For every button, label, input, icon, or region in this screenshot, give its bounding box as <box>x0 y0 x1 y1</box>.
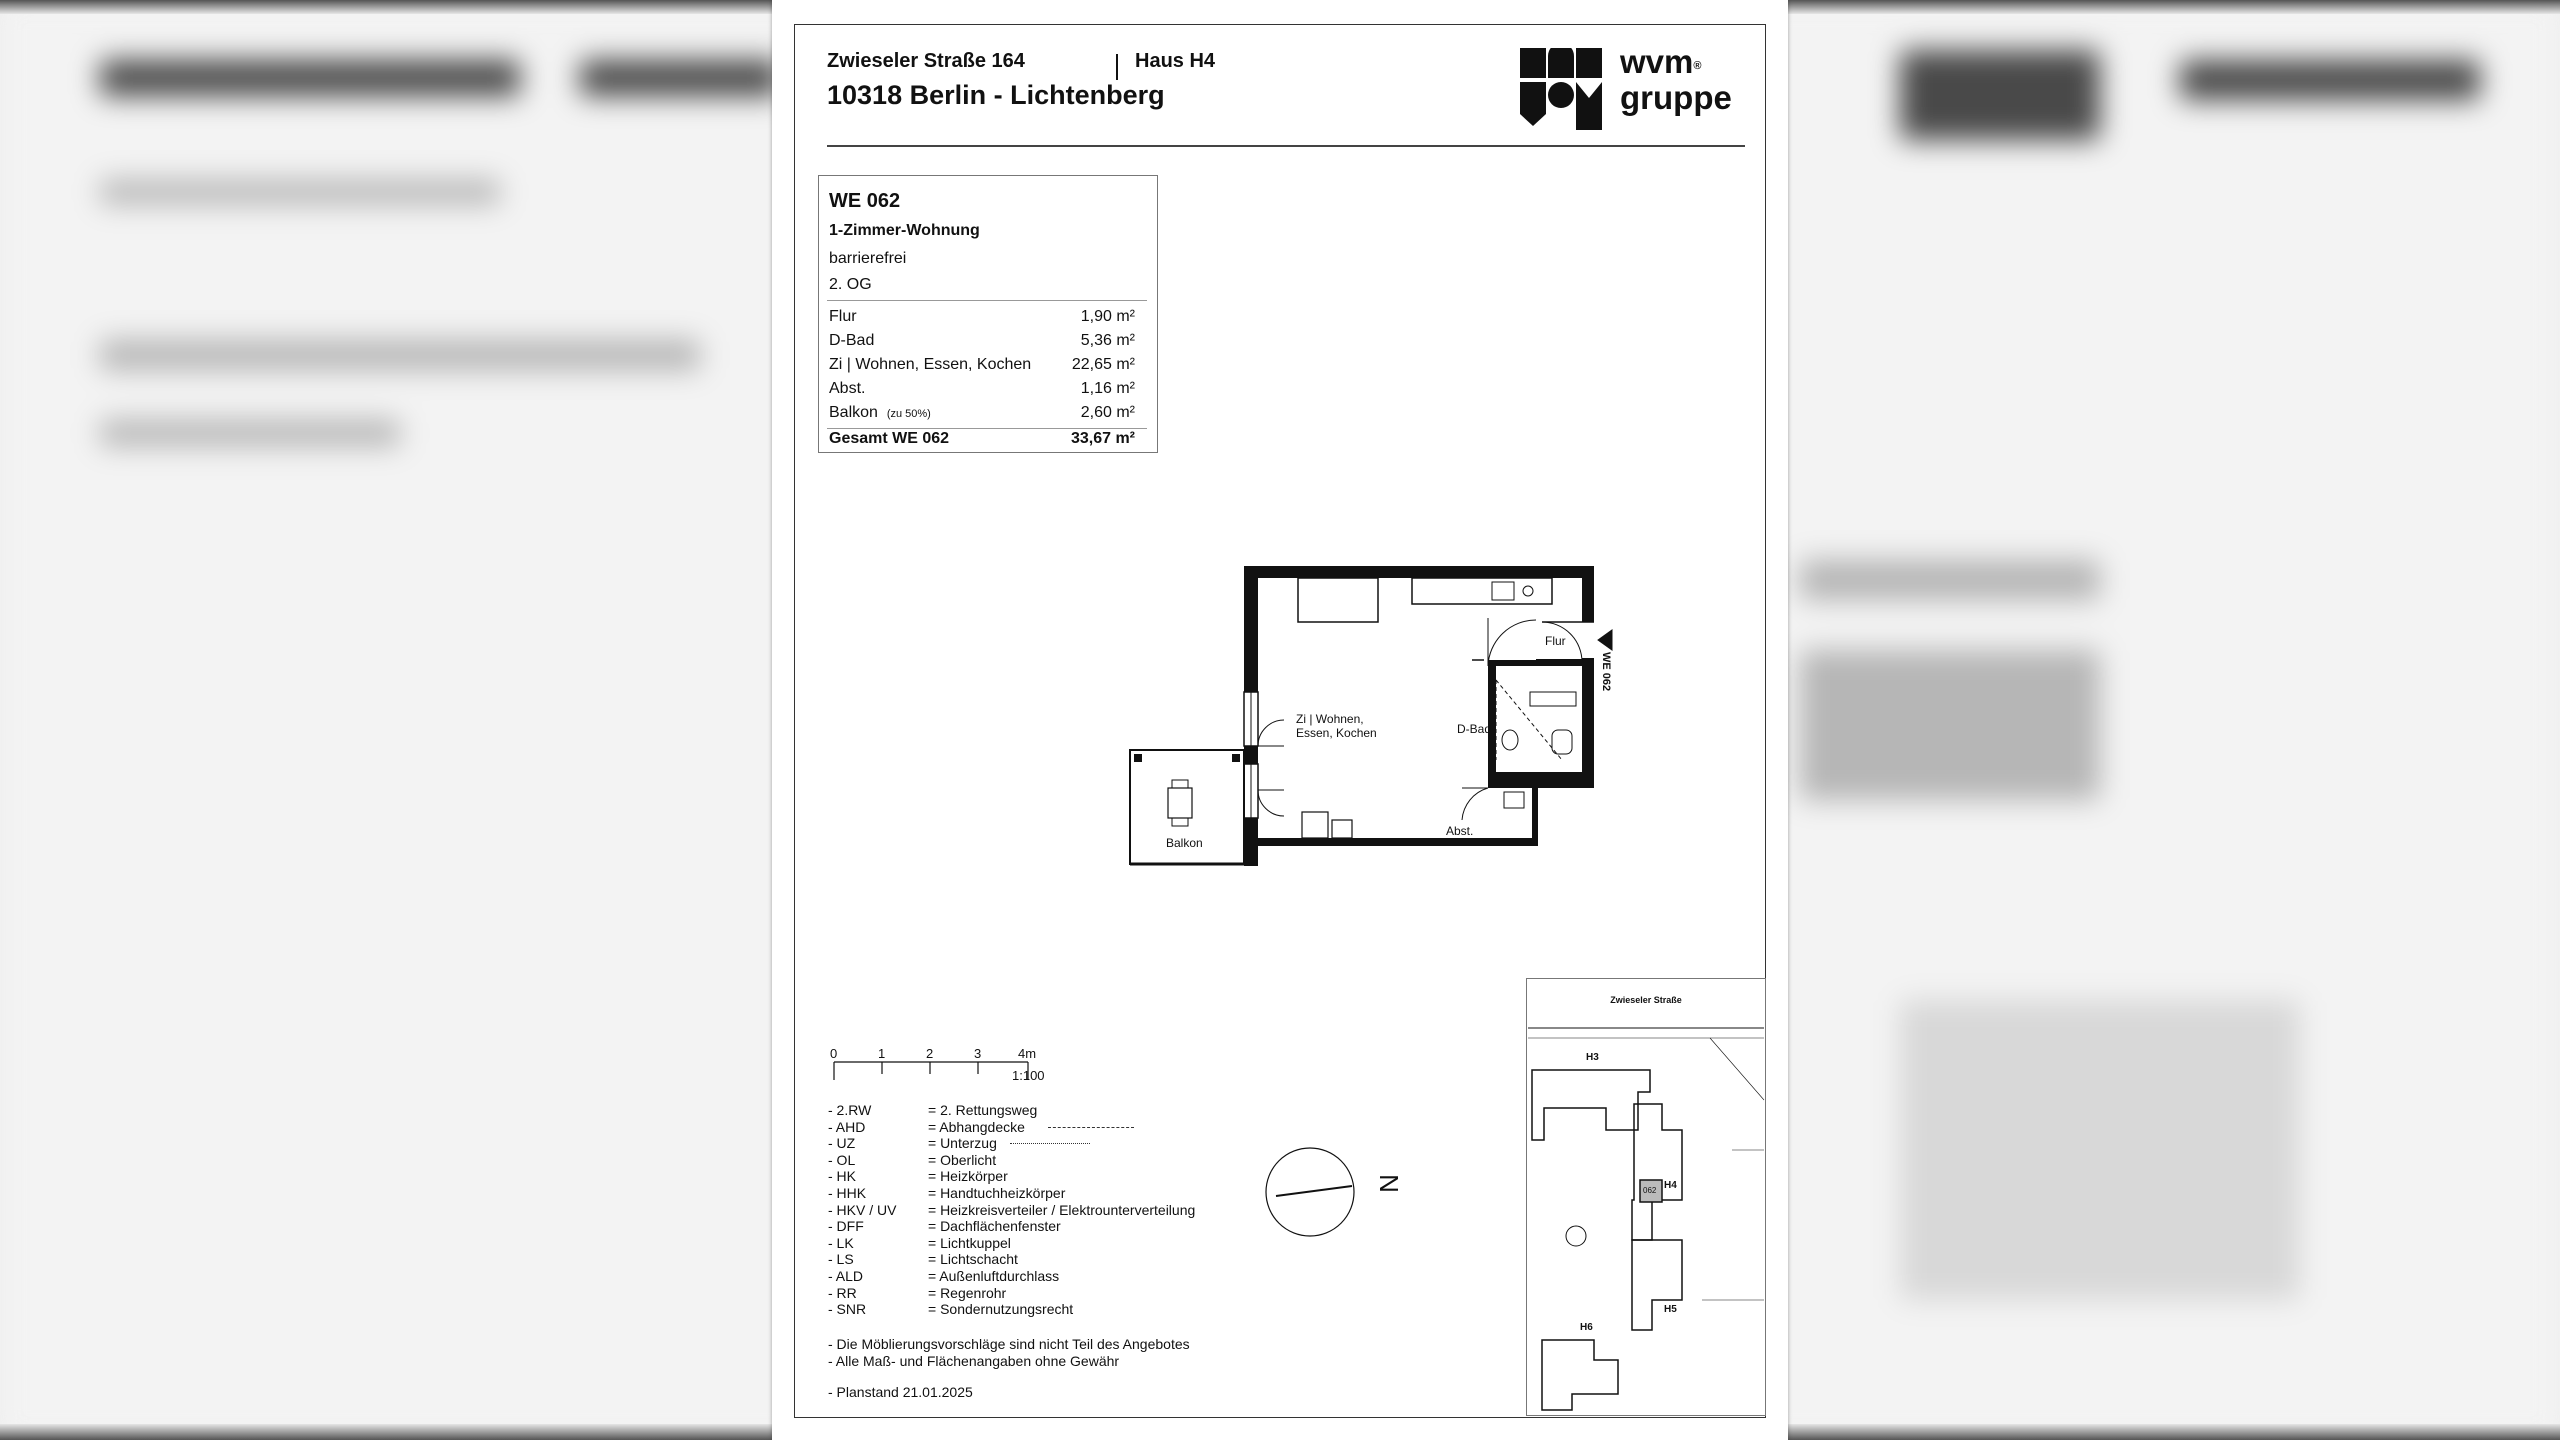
legend-value: = Regenrohr <box>928 1284 1007 1301</box>
legend-key: - HK <box>828 1168 856 1185</box>
legend-value: = Heizkörper <box>928 1168 1008 1185</box>
scale-tick: 0 <box>830 1046 838 1061</box>
legend-key: - DFF <box>828 1218 864 1235</box>
legend-key: - LK <box>828 1234 854 1251</box>
legend-dash-symbol <box>1048 1127 1134 1128</box>
legend-key: - ALD <box>828 1267 864 1284</box>
legend-row <box>828 1119 1248 1136</box>
logo-line-1: wvm <box>1620 43 1694 80</box>
site-street-label: Zwieseler Straße <box>1610 995 1682 1005</box>
legend-key: - UZ <box>828 1135 856 1152</box>
room-area: 2,60 m² <box>1080 404 1135 421</box>
note-line: - Die Möblierungsvorschläge sind nicht Teil des Angebotes <box>828 1336 1190 1352</box>
site-unit-marker: 062 <box>1643 1186 1657 1195</box>
site-house-label: H3 <box>1586 1052 1599 1063</box>
legend-row <box>828 1135 1248 1152</box>
legend-row <box>828 1102 1248 1119</box>
legend-key: - SNR <box>828 1301 867 1318</box>
legend-key: - 2.RW <box>828 1102 872 1118</box>
site-plan <box>1526 978 1766 1416</box>
room-area: 22,65 m² <box>1071 356 1135 373</box>
unit-floor: 2. OG <box>829 276 872 293</box>
logo-registered: ® <box>1693 60 1702 72</box>
compass-north-label: N <box>1373 1174 1404 1193</box>
legend-row <box>828 1218 1248 1235</box>
plan-label-flur: Flur <box>1545 634 1566 648</box>
house-label: Haus H4 <box>1135 50 1216 72</box>
scale-tick: 2 <box>926 1046 934 1061</box>
legend-key: - LS <box>828 1251 854 1268</box>
legend-dot-symbol <box>1010 1143 1090 1144</box>
legend-value: = Unterzug <box>928 1135 997 1152</box>
note-line: - Alle Maß- und Flächenangaben ohne Gewähr <box>828 1352 1120 1369</box>
plan-label-bath: D-Bad <box>1457 722 1492 736</box>
room-area: 1,90 m² <box>1080 308 1135 325</box>
plan-label-storage: Abst. <box>1446 824 1474 838</box>
legend-value: = 2. Rettungsweg <box>928 1102 1038 1118</box>
plan-date: - Planstand 21.01.2025 <box>828 1384 973 1400</box>
floorplan-page <box>772 0 1788 1440</box>
room-note: (zu 50%) <box>886 408 931 420</box>
address-street: Zwieseler Straße 164 <box>827 50 1025 72</box>
unit-accessibility: barrierefrei <box>829 250 907 267</box>
legend-value: = Abhangdecke <box>928 1118 1025 1135</box>
legend-value: = Lichtschacht <box>928 1251 1018 1268</box>
legend-key: - RR <box>828 1284 857 1301</box>
site-house-label: H5 <box>1664 1304 1677 1315</box>
legend-key: - OL <box>828 1151 856 1168</box>
legend-value: = Lichtkuppel <box>928 1234 1011 1251</box>
site-house-label: H4 <box>1664 1180 1677 1191</box>
legend-row <box>828 1301 1248 1318</box>
site-house-label: H6 <box>1580 1322 1593 1333</box>
room-name: Zi | Wohnen, Essen, Kochen <box>829 356 1032 373</box>
legend-row <box>828 1285 1248 1302</box>
abbreviation-legend <box>828 1102 1248 1318</box>
legend-row <box>828 1268 1248 1285</box>
total-name: Gesamt WE 062 <box>829 430 950 447</box>
plan-label-balcony: Balkon <box>1166 836 1203 850</box>
legend-row <box>828 1168 1248 1185</box>
legend-row <box>828 1202 1248 1219</box>
disclaimer-notes <box>828 1336 1190 1369</box>
legend-row <box>828 1152 1248 1169</box>
scale-bar <box>830 1046 1045 1086</box>
room-area: 5,36 m² <box>1080 332 1135 349</box>
legend-value: = Sondernutzungsrecht <box>928 1301 1074 1318</box>
address-city: 10318 Berlin - Lichtenberg <box>827 80 1165 110</box>
room-area: 1,16 m² <box>1080 380 1135 397</box>
plan-label-unit: WE 062 <box>1600 652 1612 692</box>
unit-type: 1-Zimmer-Wohnung <box>829 222 980 239</box>
legend-key: - HKV / UV <box>828 1201 897 1218</box>
legend-row <box>828 1251 1248 1268</box>
room-name: Flur <box>829 308 857 325</box>
scale-tick: 4m <box>1018 1046 1037 1061</box>
room-name: Abst. <box>829 380 866 397</box>
legend-key: - AHD <box>828 1118 866 1135</box>
total-area: 33,67 m² <box>1070 430 1135 447</box>
legend-value: = Heizkreisverteiler / Elektrounterverteilung <box>928 1201 1196 1218</box>
unit-id: WE 062 <box>829 190 901 212</box>
plan-label-living-1: Zi | Wohnen, <box>1296 712 1364 726</box>
room-name-text: Balkon <box>829 404 878 421</box>
legend-value: = Oberlicht <box>928 1151 997 1168</box>
legend-value: = Dachflächenfenster <box>928 1218 1061 1235</box>
scale-tick: 3 <box>974 1046 982 1061</box>
legend-key: - HHK <box>828 1184 867 1201</box>
legend-value: = Handtuchheizkörper <box>928 1184 1066 1201</box>
legend-row <box>828 1235 1248 1252</box>
legend-row <box>828 1185 1248 1202</box>
plan-label-living-2: Essen, Kochen <box>1296 726 1377 740</box>
legend-value: = Außenluftdurchlass <box>928 1267 1060 1284</box>
scale-tick: 1 <box>878 1046 886 1061</box>
plan-label-living <box>1296 712 1377 740</box>
scale-ratio: 1:100 <box>1012 1068 1045 1083</box>
logo-line-2: gruppe <box>1620 79 1732 116</box>
room-name: D-Bad <box>829 332 875 349</box>
